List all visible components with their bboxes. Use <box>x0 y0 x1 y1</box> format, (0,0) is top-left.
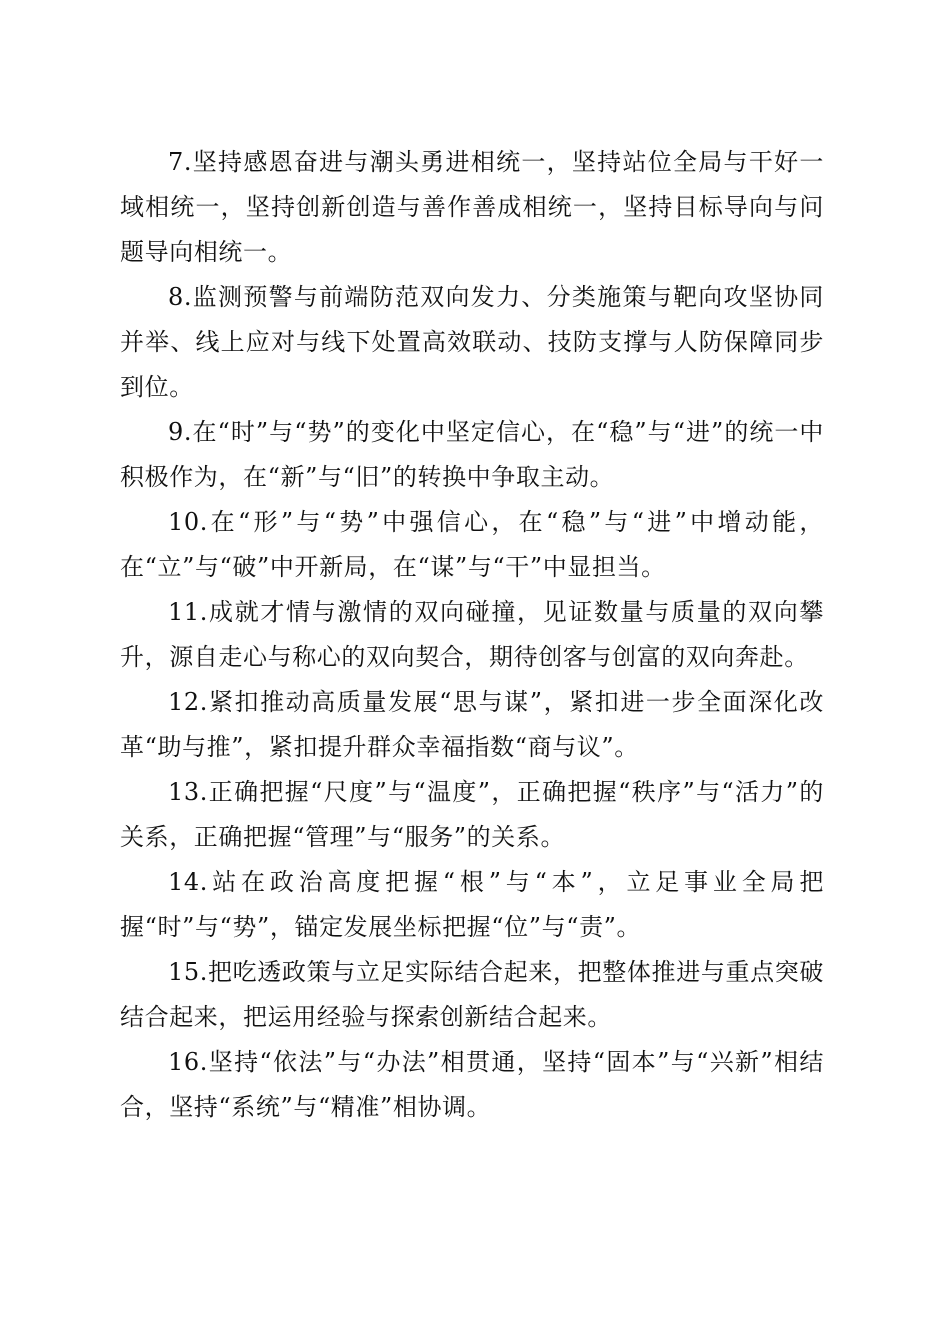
paragraph-10: 10.在“形”与“势”中强信心，在“稳”与“进”中增动能，在“立”与“破”中开新局，在“谋”与“干”中显担当。 <box>120 508 824 581</box>
paragraph-11: 11.成就才情与激情的双向碰撞，见证数量与质量的双向攀升，源自走心与称心的双向契合，期待创客与创富的双向奔赴。 <box>120 598 824 671</box>
paragraph-13: 13.正确把握“尺度”与“温度”，正确把握“秩序”与“活力”的关系，正确把握“管理”与“服务”的关系。 <box>120 778 824 851</box>
paragraph-7: 7.坚持感恩奋进与潮头勇进相统一，坚持站位全局与干好一域相统一，坚持创新创造与善作善成相统一，坚持目标导向与问题导向相统一。 <box>120 148 824 266</box>
paragraph-14: 14.站在政治高度把握“根”与“本”，立足事业全局把握“时”与“势”，锚定发展坐标把握“位”与“责”。 <box>120 868 824 941</box>
paragraph-9: 9.在“时”与“势”的变化中坚定信心，在“稳”与“进”的统一中积极作为，在“新”与“旧”的转换中争取主动。 <box>120 418 824 491</box>
paragraph-8: 8.监测预警与前端防范双向发力、分类施策与靶向攻坚协同并举、线上应对与线下处置高效联动、技防支撑与人防保障同步到位。 <box>120 283 824 401</box>
document-body <box>120 140 824 1130</box>
paragraph-12: 12.紧扣推动高质量发展“思与谋”，紧扣进一步全面深化改革“助与推”，紧扣提升群众幸福指数“商与议”。 <box>120 688 824 761</box>
paragraph-16: 16.坚持“依法”与“办法”相贯通，坚持“固本”与“兴新”相结合，坚持“系统”与“精准”相协调。 <box>120 1048 824 1121</box>
paragraph-15: 15.把吃透政策与立足实际结合起来，把整体推进与重点突破结合起来，把运用经验与探索创新结合起来。 <box>120 958 824 1031</box>
